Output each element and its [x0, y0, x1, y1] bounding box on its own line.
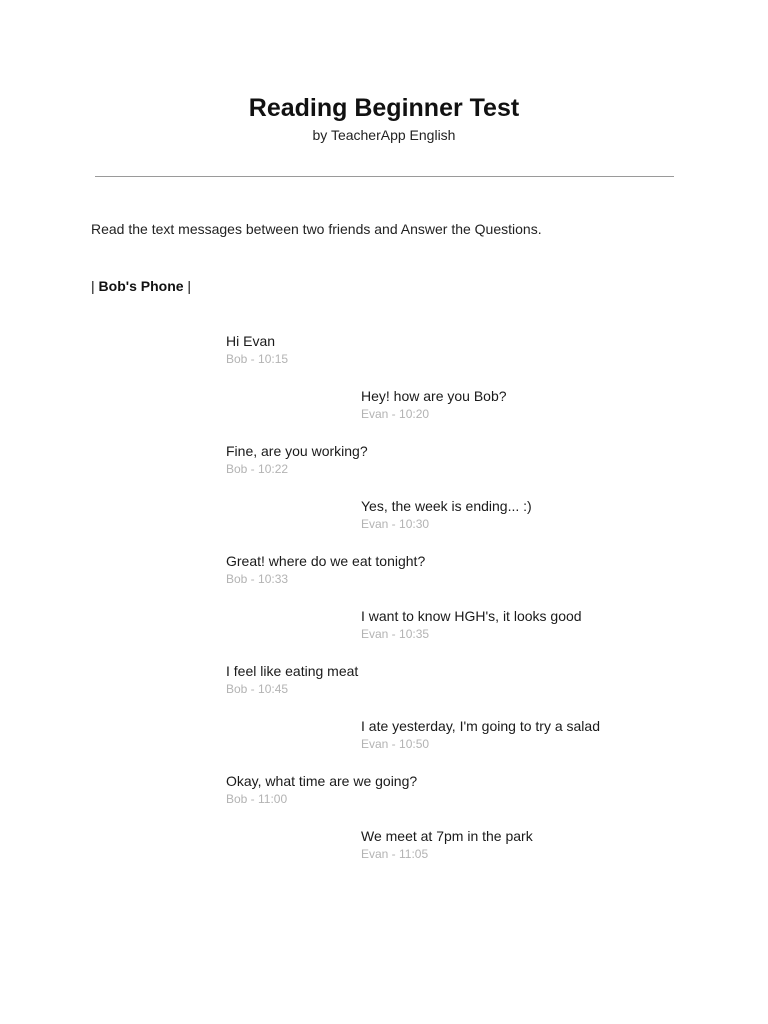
instructions-text: Read the text messages between two friends and Answer the Questions. [91, 221, 542, 237]
message-meta: Bob - 11:00 [226, 792, 288, 806]
phone-label-open: | [91, 278, 95, 294]
message-meta: Bob - 10:15 [226, 352, 289, 366]
message-text: Hi Evan [226, 333, 276, 349]
message-bob-3 [226, 552, 606, 588]
message-meta: Evan - 10:35 [361, 627, 430, 641]
message-meta: Bob - 10:45 [226, 682, 289, 696]
message-text: Okay, what time are we going? [226, 773, 418, 789]
message-text: Great! where do we eat tonight? [226, 553, 426, 569]
message-evan-2 [361, 497, 741, 533]
message-text: I ate yesterday, I'm going to try a salad [361, 718, 600, 734]
message-evan-3 [361, 607, 741, 643]
message-evan-5 [361, 827, 741, 863]
phone-label-name: Bob's Phone [98, 278, 184, 294]
message-text: Yes, the week is ending... :) [361, 498, 532, 514]
message-text: I want to know HGH's, it looks good [361, 608, 582, 624]
page-title: Reading Beginner Test [248, 94, 520, 122]
document-header [0, 92, 768, 144]
message-meta: Bob - 10:33 [226, 572, 289, 586]
message-meta: Evan - 10:50 [361, 737, 430, 751]
message-meta: Evan - 10:30 [361, 517, 430, 531]
message-meta: Bob - 10:22 [226, 462, 289, 476]
message-bob-4 [226, 662, 606, 698]
message-text: I feel like eating meat [226, 663, 359, 679]
message-evan-1 [361, 387, 741, 423]
phone-label-close: | [187, 278, 192, 294]
message-bob-1 [226, 332, 606, 368]
message-bob-5 [226, 772, 606, 808]
phone-label [91, 277, 191, 295]
header-divider [95, 176, 674, 177]
message-bob-2 [226, 442, 606, 478]
message-evan-4 [361, 717, 741, 753]
message-text: Fine, are you working? [226, 443, 368, 459]
message-text: Hey! how are you Bob? [361, 388, 507, 404]
message-meta: Evan - 10:20 [361, 407, 430, 421]
message-meta: Evan - 11:05 [361, 847, 429, 861]
page-subtitle: by TeacherApp English [312, 127, 456, 143]
message-text: We meet at 7pm in the park [361, 828, 533, 844]
